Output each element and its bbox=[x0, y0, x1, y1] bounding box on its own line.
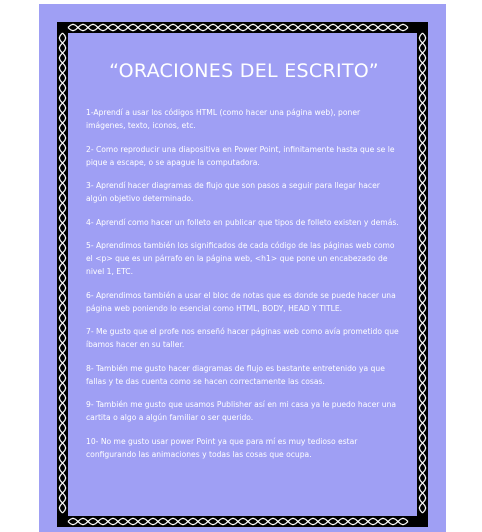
document-title: “ORACIONES DEL ESCRITO” bbox=[109, 60, 379, 82]
list-item: 3- Aprendí hacer diagramas de flujo que son pasos a seguir para llegar hacer algún objetivo determinado. bbox=[86, 181, 380, 203]
list-item: 10- No me gusto usar power Point ya que para mí es muy tedioso estar configurando las animaciones y todas las cosas que ocupa. bbox=[86, 436, 358, 459]
list-item: 8- También me gusto hacer diagramas de flujo es bastante entretenido ya que fallas y te das cuenta como se hacen correctamente las cosas. bbox=[86, 363, 385, 386]
document-page bbox=[39, 4, 446, 532]
list-item: 4- Aprendí como hacer un folleto en publicar que tipos de folleto existen y demás. bbox=[86, 217, 399, 227]
list-item: 5- Aprendimos también los significados de cada código de las páginas web como el <p> que es un párrafo en la página web, <h1> que pone un encabezado de nivel 1, ETC. bbox=[86, 241, 395, 276]
list-item: 2- Como reproducir una diapositiva en Power Point, infinitamente hasta que se le pique a escape, o se apague la computadora. bbox=[86, 144, 395, 167]
list-item: 7- Me gusto que el profe nos enseñó hacer páginas web como avía prometido que íbamos hacer en su taller. bbox=[86, 327, 399, 349]
document-content bbox=[86, 54, 402, 471]
list-item: 6- Aprendimos también a usar el bloc de notas que es donde se puede hacer una página web poniendo lo esencial como HTML, BODY, HEAD Y TITLE. bbox=[86, 290, 396, 313]
list-item: 9- También me gusto que usamos Publisher así en mi casa ya le puedo hacer una cartita o algo a algún familiar o ser querido. bbox=[86, 400, 397, 422]
border-ornament-wave bbox=[68, 518, 408, 524]
border-ornament-wave bbox=[68, 24, 408, 30]
list-item: 1-Aprendí a usar los códigos HTML (como hacer una página web), poner imágenes, texto, iconos, etc. bbox=[86, 108, 361, 130]
